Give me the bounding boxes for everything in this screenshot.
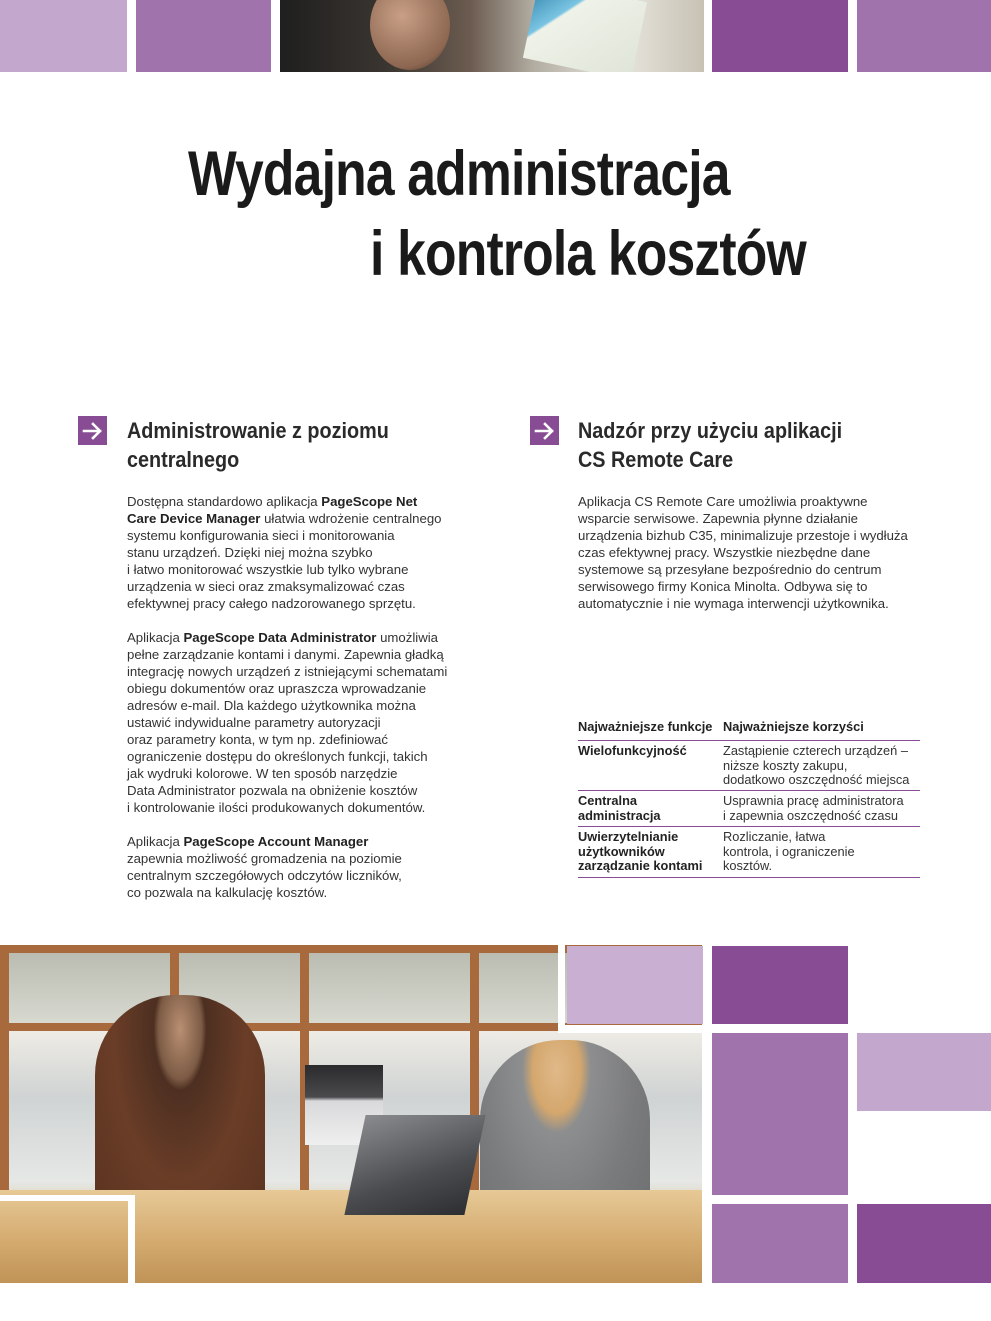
table-row-feature: Wielofunkcyjność	[578, 743, 687, 758]
table-header-benefits: Najważniejsze korzyści	[723, 719, 864, 734]
table-rule	[578, 877, 920, 878]
table-rule	[578, 790, 920, 791]
decor-photo-cutout	[558, 1025, 702, 1033]
table-row-feature: Centralna administracja	[578, 793, 661, 823]
table-row-benefit: Zastąpienie czterech urządzeń – niższe koszty zakupu, dodatkowo oszczędność miejsca	[723, 743, 910, 787]
decor-photo-cutout	[558, 945, 565, 1033]
decor-tile-top-1	[0, 0, 127, 72]
arrow-right-icon	[530, 416, 559, 445]
paragraph-remote-care: Aplikacja CS Remote Care umożliwia proaktywne wsparcie serwisowe. Zapewnia płynne działanie urządzenia bizhub C35, minimalizuje przestoje i wydłuża czas efektywnej pracy. Wszystkie niezbędne dane systemowe są przesyłane bezpośrednio do centrum serwisowego firmy Konica Minolta. Odbywa się to automatycznie i nie wymaga interwencji użytkownika.	[578, 494, 908, 611]
decor-tile-bottom-6	[857, 1204, 991, 1283]
page-title-line-1: Wydajna administracja	[188, 139, 730, 209]
table-row-feature: Uwierzytelnianie użytkowników zarządzanie kontami	[578, 829, 703, 873]
section-heading-central-admin: Administrowanie z poziomu centralnego	[127, 418, 389, 472]
table-header-features: Najważniejsze funkcje	[578, 719, 713, 734]
decor-tile-bottom-2	[712, 946, 848, 1024]
decor-tile-top-3	[712, 0, 848, 72]
paragraph-account-manager: Aplikacja PageScope Account Manager zapewnia możliwość gromadzenia na poziomie centralnym szczegółowych odczytów liczników, co pozwala na kalkulację kosztów.	[127, 834, 402, 900]
decor-tile-bottom-3	[712, 1033, 848, 1195]
page-title-line-2: i kontrola kosztów	[370, 219, 806, 289]
section-heading-remote-care: Nadzór przy użyciu aplikacji CS Remote Care	[578, 418, 843, 472]
table-row-benefit: Rozliczanie, łatwa kontrola, i ograniczenie kosztów.	[723, 829, 855, 873]
decor-photo-cutout	[128, 1195, 135, 1283]
arrow-right-icon	[78, 416, 107, 445]
paragraph-net-care: Dostępna standardowo aplikacja PageScope Net Care Device Manager ułatwia wdrożenie centralnego systemu konfigurowania sieci i monitorowania stanu urządzeń. Dzięki niej można szybko i łatwo monitorować wszystkie lub tylko wybrane urządzenia w sieci oraz zmaksymalizować czas efektywnej pracy całego nadzorowanego sprzętu.	[127, 494, 442, 611]
decor-tile-bottom-5	[712, 1204, 848, 1283]
header-photo	[280, 0, 704, 72]
paragraph-data-administrator: Aplikacja PageScope Data Administrator umożliwia pełne zarządzanie kontami i danymi. Zapewnia gładką integrację nowych urządzeń z istniejącymi schematami obiegu dokumentów oraz upraszcza wprowadzanie adresów e-mail. Dla każdego użytkownika można ustawić indywidualne parametry autoryzacji oraz parametry konta, w tym np. zdefiniować ograniczenie dostępu do określonych funkcji, takich jak wydruki kolorowe. W ten sposób narzędzie Data Administrator pozwala na obniżenie kosztów i kontrolowanie ilości produkowanych dokumentów.	[127, 630, 448, 815]
decor-tile-bottom-4	[857, 1033, 991, 1111]
decor-tile-top-2	[136, 0, 271, 72]
decor-tile-top-4	[857, 0, 991, 72]
table-rule	[578, 740, 920, 741]
decor-photo-cutout	[0, 1195, 135, 1201]
table-rule	[578, 826, 920, 827]
table-row-benefit: Usprawnia pracę administratora i zapewnia oszczędność czasu	[723, 793, 904, 823]
decor-tile-bottom-1	[567, 946, 703, 1024]
